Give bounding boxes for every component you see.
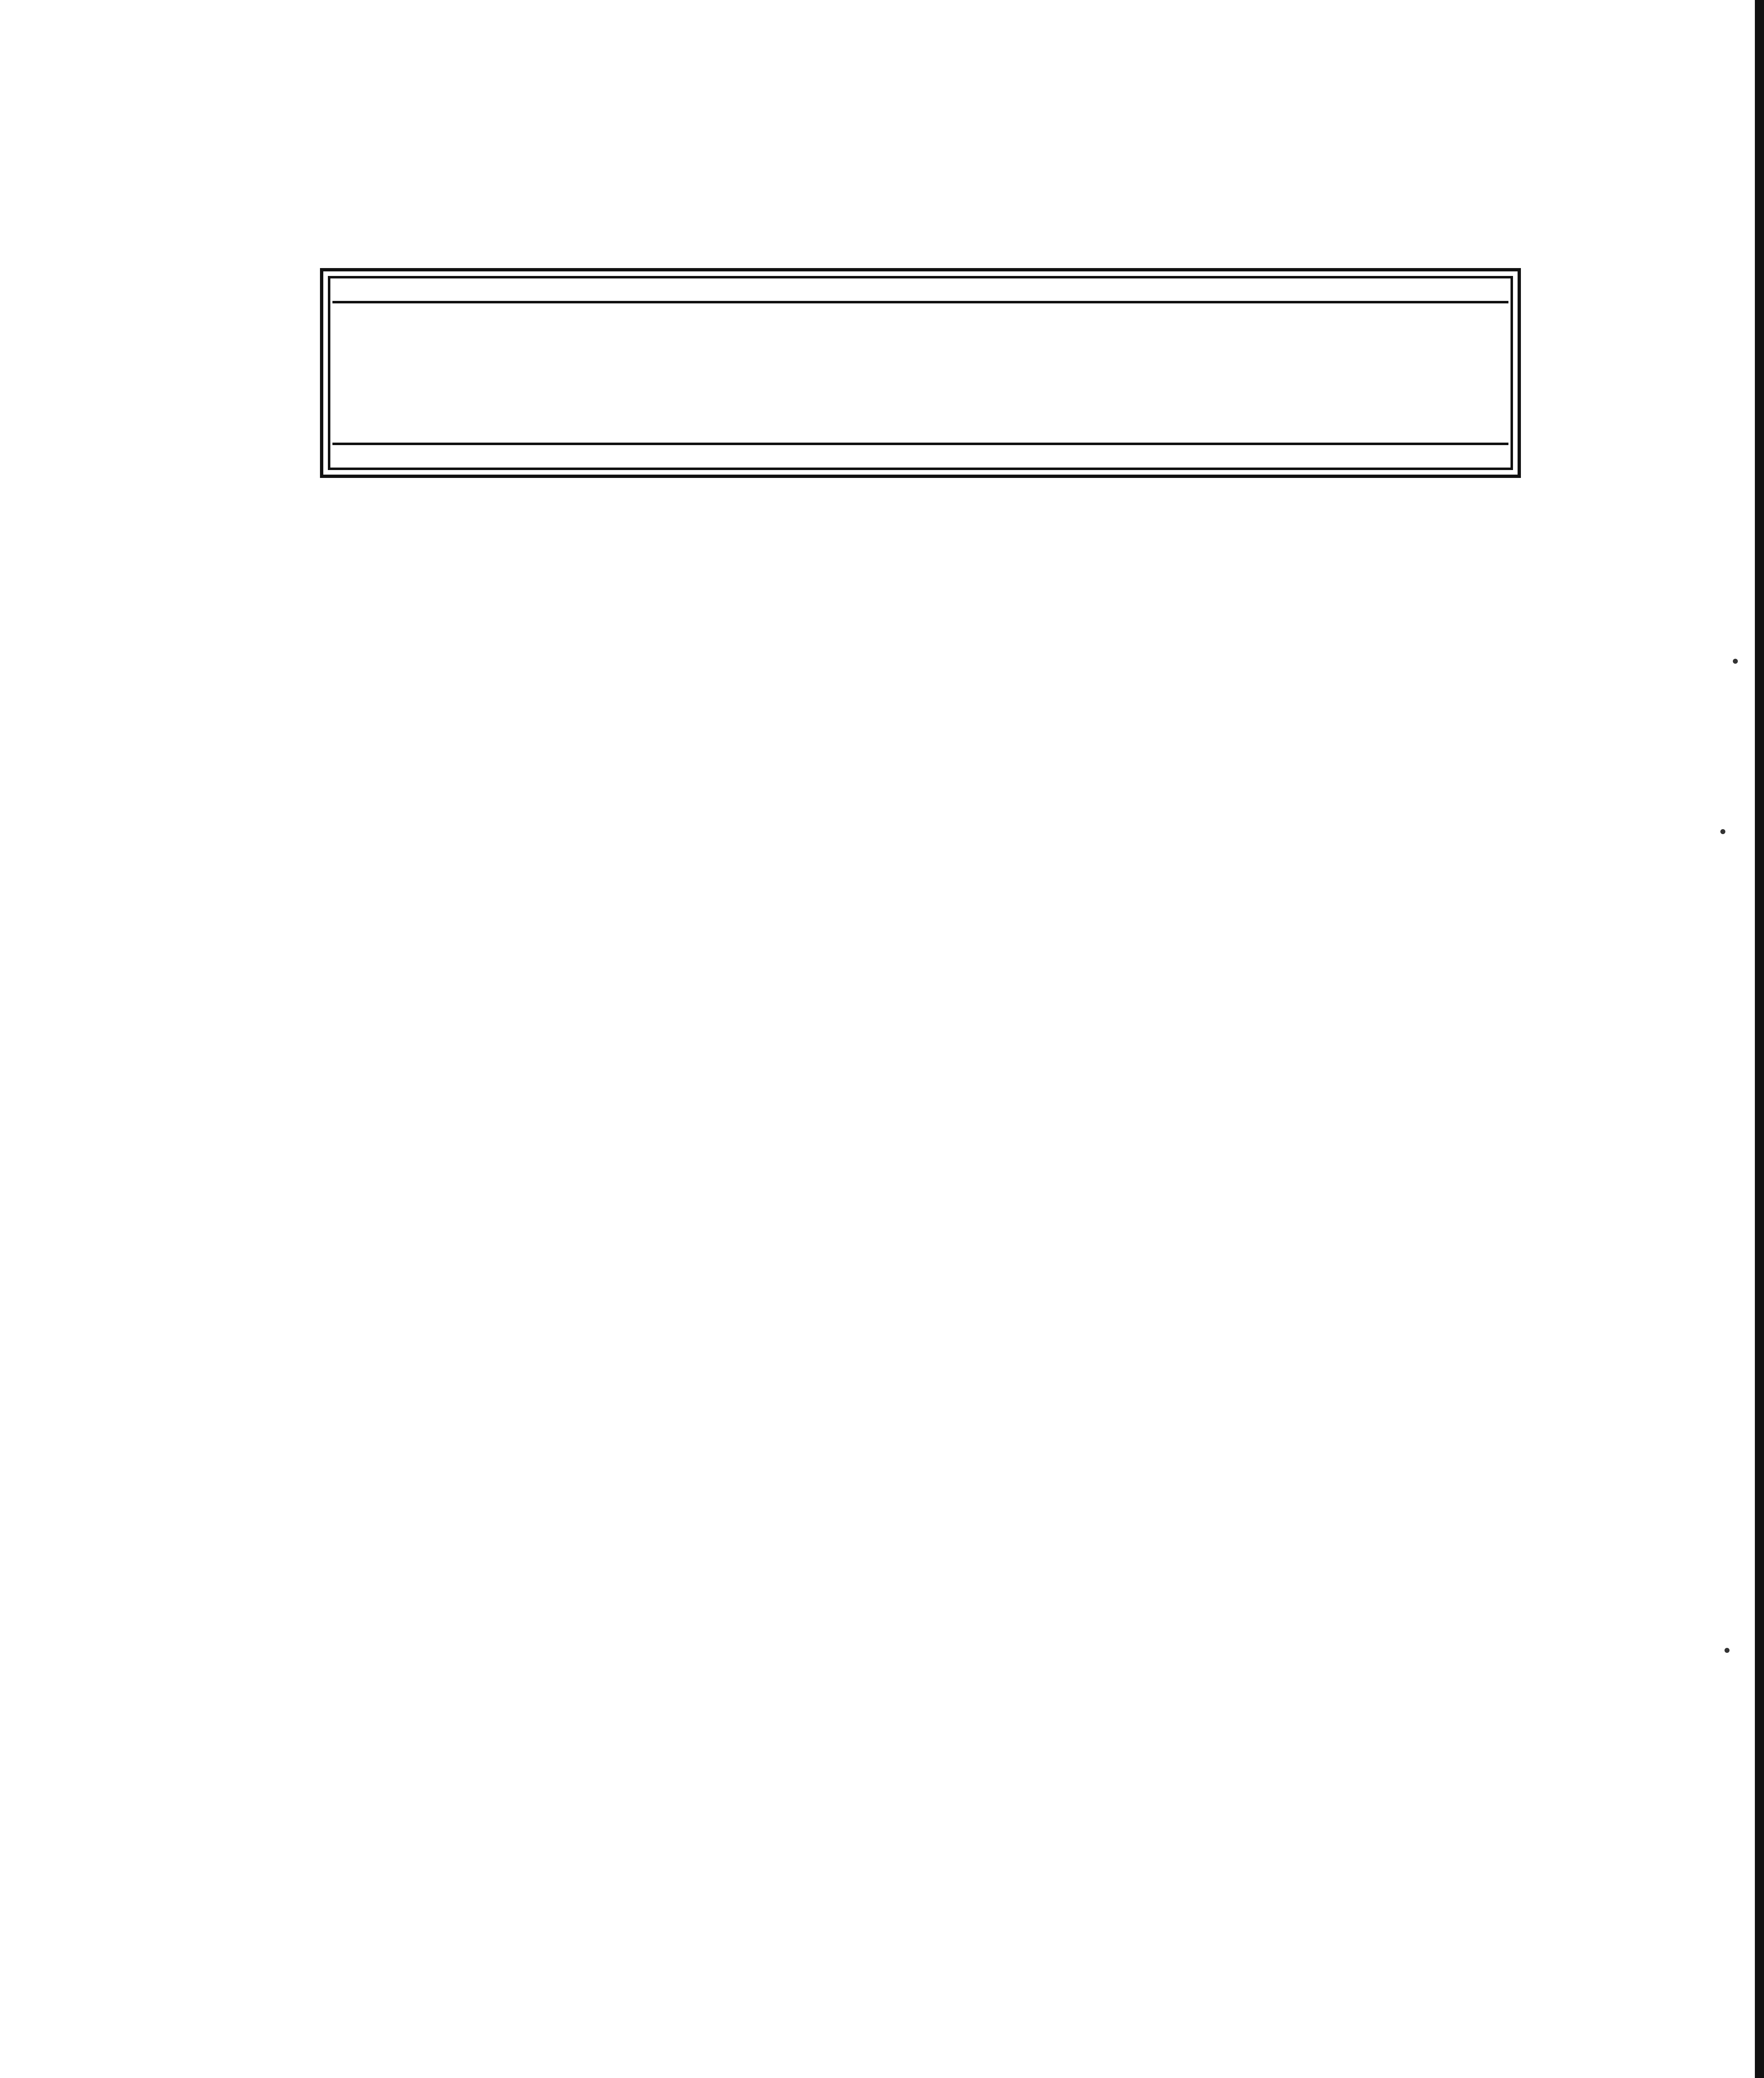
page-edge (1755, 0, 1764, 2078)
banner-title (675, 310, 1161, 389)
margin-mark (1720, 829, 1725, 834)
margin-mark (1725, 1648, 1730, 1653)
margin-mark (1733, 659, 1738, 664)
